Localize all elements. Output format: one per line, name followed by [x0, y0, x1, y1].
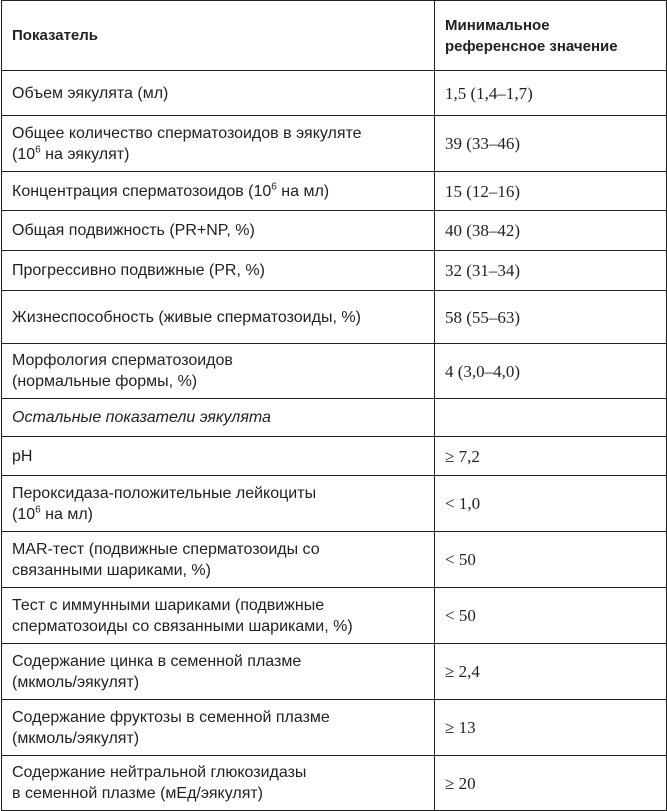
value-cell: ≥ 2,4 — [435, 644, 667, 700]
table-row — [2, 211, 667, 251]
indicator-cell: Концентрация сперматозоидов ($10^6$ на мл) — [2, 172, 435, 211]
indicator-cell: Пероксидаза-положительные лейкоциты ($10^6$ на мл) — [2, 476, 435, 532]
table-row — [2, 437, 667, 476]
value-cell: 15 (12–16) — [435, 172, 667, 211]
indicator-cell: Общая подвижность (PR+NP, %) — [2, 211, 435, 251]
value-cell: ≥ 7,2 — [435, 437, 667, 476]
value-cell: 39 (33–46) — [435, 116, 667, 172]
header-row — [2, 1, 667, 71]
value-cell: 40 (38–42) — [435, 211, 667, 251]
table-row — [2, 291, 667, 344]
table-row — [2, 588, 667, 644]
indicator-cell: Содержание цинка в семенной плазме (мкмоль/эякулят) — [2, 644, 435, 700]
indicator-cell: Прогрессивно подвижные (PR, %) — [2, 251, 435, 291]
value-cell: 4 (3,0–4,0) — [435, 344, 667, 399]
table-row — [2, 756, 667, 811]
table-row — [2, 644, 667, 700]
indicator-cell: Морфология сперматозоидов (нормальные формы, %) — [2, 344, 435, 399]
indicator-cell: Тест с иммунными шариками (подвижные сперматозоиды со связанными шариками, %) — [2, 588, 435, 644]
table-row — [2, 251, 667, 291]
value-cell: < 1,0 — [435, 476, 667, 532]
value-cell-empty — [435, 399, 667, 437]
value-cell: 1,5 (1,4–1,7) — [435, 71, 667, 116]
section-label: Остальные показатели эякулята — [2, 399, 435, 437]
value-cell: 32 (31–34) — [435, 251, 667, 291]
section-row — [2, 399, 667, 437]
header-indicator: Показатель — [2, 1, 435, 71]
indicator-cell: Объем эякулята (мл) — [2, 71, 435, 116]
value-cell: ≥ 20 — [435, 756, 667, 811]
table-row — [2, 476, 667, 532]
indicator-cell: pH — [2, 437, 435, 476]
value-cell: 58 (55–63) — [435, 291, 667, 344]
indicator-cell: Содержание фруктозы в семенной плазме (мкмоль/эякулят) — [2, 700, 435, 756]
table-row — [2, 532, 667, 588]
table-row — [2, 700, 667, 756]
indicator-cell: Содержание нейтральной глюкозидазы в семенной плазме (мЕд/эякулят) — [2, 756, 435, 811]
table-row — [2, 344, 667, 399]
value-cell: ≥ 13 — [435, 700, 667, 756]
indicator-cell: Общее количество сперматозоидов в эякуляте ($10^6$ на эякулят) — [2, 116, 435, 172]
header-reference-value: Минимальное референсное значение — [435, 1, 667, 71]
indicator-cell: MAR-тест (подвижные сперматозоиды со связанными шариками, %) — [2, 532, 435, 588]
table-row — [2, 172, 667, 211]
value-cell: < 50 — [435, 532, 667, 588]
value-cell: < 50 — [435, 588, 667, 644]
indicator-cell: Жизнеспособность (живые сперматозоиды, %) — [2, 291, 435, 344]
reference-values-table — [1, 0, 667, 811]
table-row — [2, 71, 667, 116]
table-row — [2, 116, 667, 172]
